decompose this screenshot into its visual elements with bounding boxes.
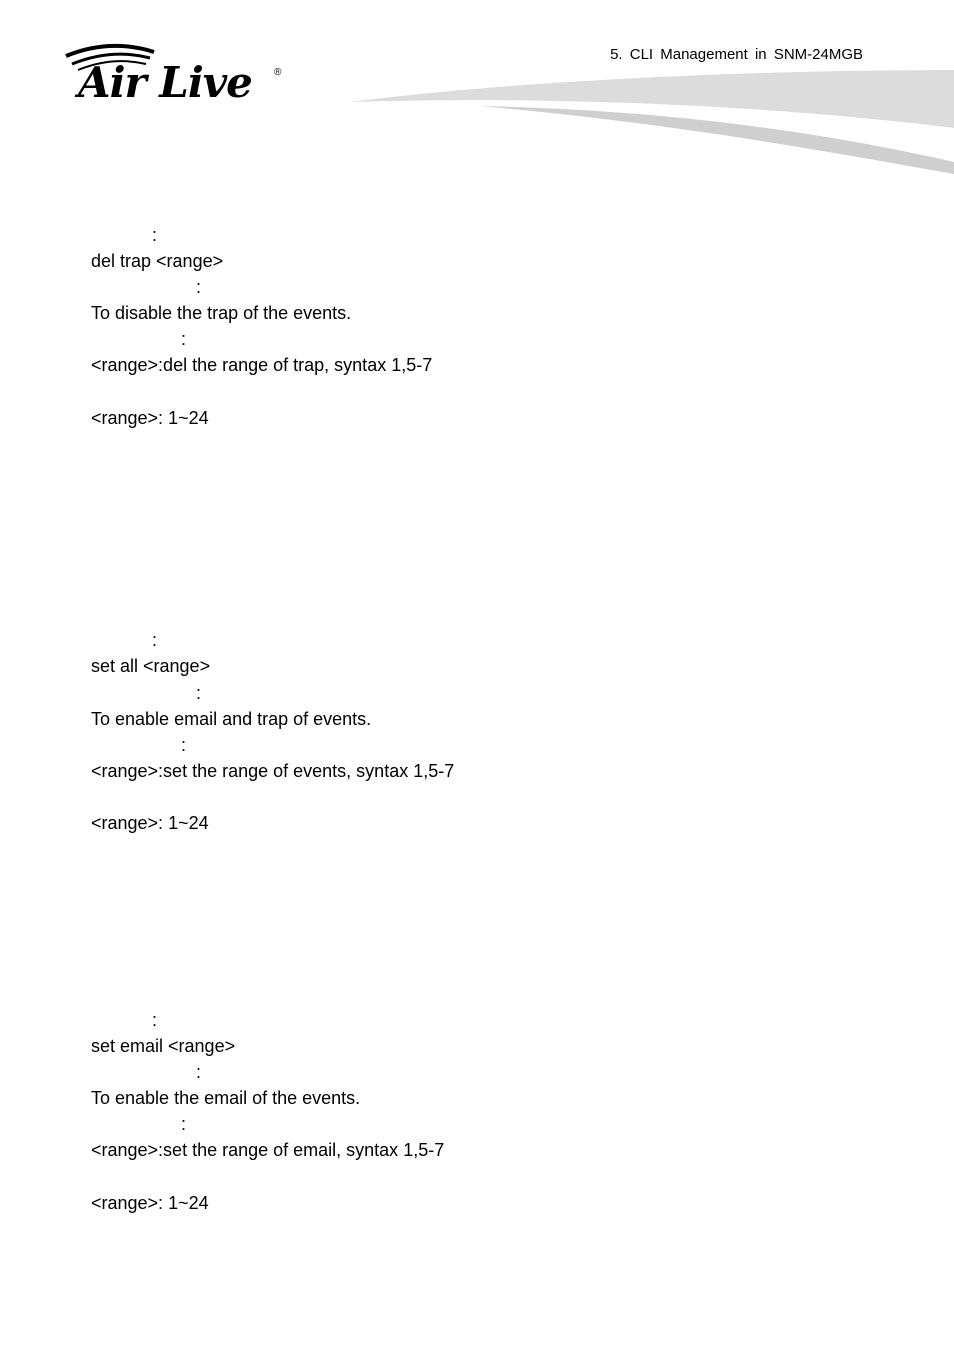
syntax-label-colon: : <box>152 225 158 245</box>
description-text: To enable email and trap of events. <box>91 709 372 729</box>
argument-text: <range>:set the range of email, syntax 1,5-7 <box>91 1140 445 1160</box>
registered-mark: ® <box>274 67 282 78</box>
syntax-label-colon: : <box>152 1010 158 1030</box>
argument-label-colon: : <box>181 329 187 349</box>
argument-label-colon: : <box>181 735 187 755</box>
description-label-colon: : <box>196 683 202 703</box>
argument-text: <range>:set the range of events, syntax 1,5-7 <box>91 761 455 781</box>
possible-value-text: <range>: 1~24 <box>91 408 209 428</box>
argument-text: <range>:del the range of trap, syntax 1,5-7 <box>91 355 433 375</box>
logo-wordmark: Air Live <box>78 58 252 107</box>
syntax-label-colon: : <box>152 630 158 650</box>
syntax-text: set email <range> <box>91 1036 236 1056</box>
syntax-text: del trap <range> <box>91 251 224 271</box>
argument-label-colon: : <box>181 1114 187 1134</box>
description-text: To disable the trap of the events. <box>91 303 352 323</box>
possible-value-text: <range>: 1~24 <box>91 1193 209 1213</box>
syntax-text: set all <range> <box>91 656 211 676</box>
description-text: To enable the email of the events. <box>91 1088 361 1108</box>
page-section-title: 5. CLI Management in SNM-24MGB <box>610 46 863 63</box>
possible-value-text: <range>: 1~24 <box>91 813 209 833</box>
description-label-colon: : <box>196 1062 202 1082</box>
description-label-colon: : <box>196 277 202 297</box>
header-swoosh <box>0 60 954 180</box>
